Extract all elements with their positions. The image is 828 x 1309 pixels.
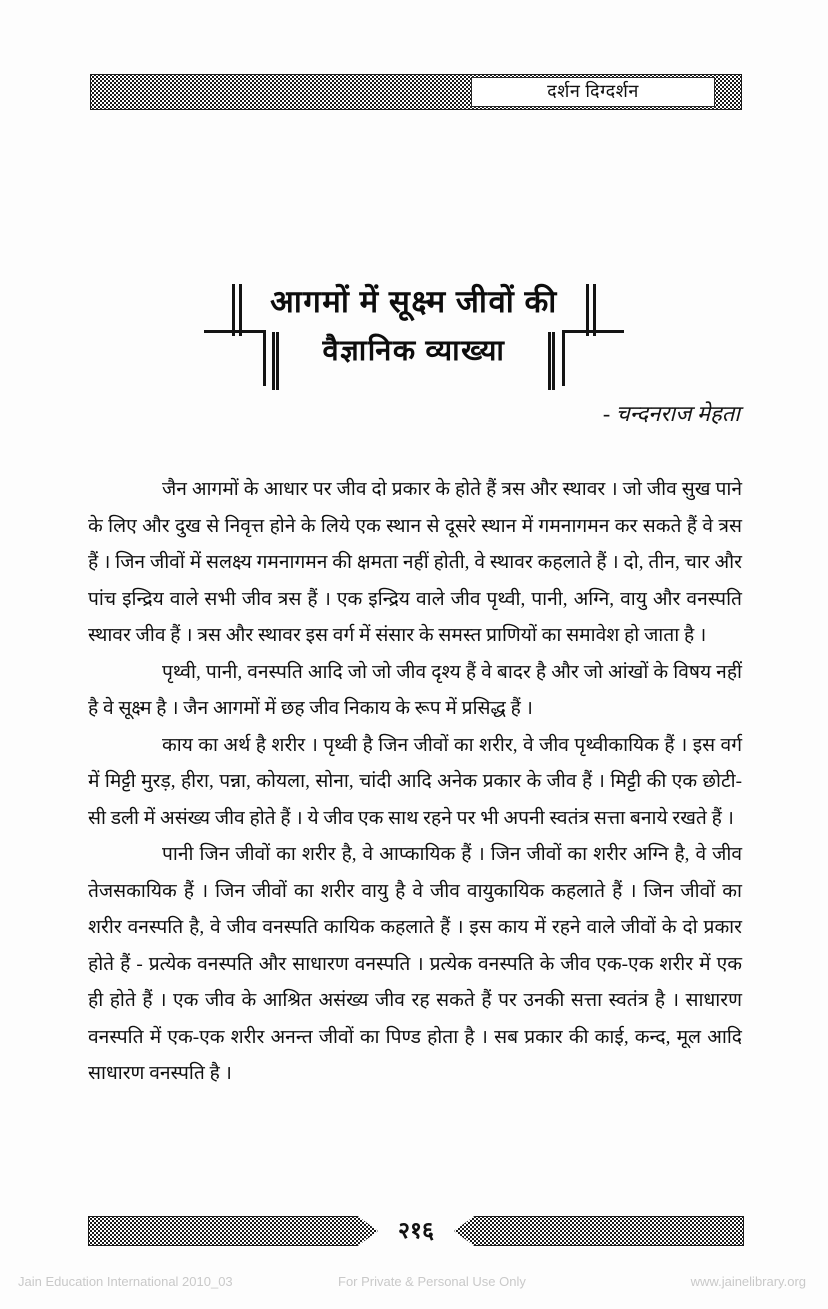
- credit-organization: Jain Education International 2010_03: [18, 1274, 233, 1289]
- author-byline: - चन्दनराज मेहता: [602, 401, 740, 426]
- body-paragraph: पृथ्वी, पानी, वनस्पति आदि जो जो जीव दृश्य हैं वे बादर है और जो आंखों के विषय नहीं है वे सूक्ष्म है । जैन आगमों में छह जीव निकाय के रूप में प्रसिद्ध हैं ।: [88, 661, 742, 719]
- credit-usage-notice: For Private & Personal Use Only: [338, 1274, 526, 1289]
- article-body: [88, 472, 742, 1093]
- page-title-line-1: आगमों में सूक्ष्म जीवों की: [270, 284, 558, 319]
- header-ornament-bar: [90, 74, 742, 110]
- running-title-box: [471, 77, 715, 107]
- body-paragraph: पानी जिन जीवों का शरीर है, वे आप्कायिक हैं । जिन जीवों का शरीर अग्नि है, वे जीव तेजसकायिक हैं । जिन जीवों का शरीर वायु है वे जीव वायुकायिक कहलाते हैं । जिन जीवों का शरीर वनस्पति है, वे जीव वनस्पति कायिक कहलाते हैं । इस काय में रहने वाले जीवों के दो प्रकार होते हैं - प्रत्येक वनस्पति और साधारण वनस्पति । प्रत्येक वनस्पति के जीव एक-एक शरीर में एक ही होते हैं । एक जीव के आश्रित असंख्य जीव रह सकते हैं पर उनकी सत्ता स्वतंत्र है । साधारण वनस्पति में एक-एक शरीर अनन्त जीवों का पिण्ड होता है । सब प्रकार की काई, कन्द, मूल आदि साधारण वनस्पति है ।: [88, 844, 742, 1084]
- body-paragraph: काय का अर्थ है शरीर । पृथ्वी है जिन जीवों का शरीर, वे जीव पृथ्वीकायिक हैं । इस वर्ग में मिट्टी मुरड़, हीरा, पन्ना, कोयला, सोना, चांदी आदि अनेक प्रकार के जीव हैं । मिट्टी की एक छोटी-सी डली में असंख्य जीव होते हैं । ये जीव एक साथ रहने पर भी अपनी स्वतंत्र सत्ता बनाये रखते हैं ।: [88, 734, 742, 829]
- article-title-block: [0, 280, 828, 390]
- page-title-line-2: वैज्ञानिक व्याख्या: [322, 335, 506, 367]
- page-number: २१६: [398, 1218, 434, 1243]
- body-paragraph: जैन आगमों के आधार पर जीव दो प्रकार के होते हैं त्रस और स्थावर । जो जीव सुख पाने के लिए और दुख से निवृत्त होने के लिये एक स्थान से दूसरे स्थान में गमनागमन कर सकते हैं वे त्रस हैं । जिन जीवों में सलक्ष्य गमनागमन की क्षमता नहीं होती, वे स्थावर कहलाते हैं । दो, तीन, चार और पांच इन्द्रिय वाले सभी जीव त्रस हैं । एक इन्द्रिय वाले जीव पृथ्वी, पानी, अग्नि, वायु और वनस्पति स्थावर जीव हैं । त्रस और स्थावर इस वर्ग में संसार के समस्त प्राणियों का समावेश हो जाता है ।: [88, 479, 742, 646]
- scan-credits: [0, 1274, 828, 1296]
- running-title-text: दर्शन दिग्दर्शन: [547, 81, 639, 101]
- footer-ornament-band: [88, 1216, 744, 1246]
- credit-website: www.jainelibrary.org: [690, 1274, 806, 1289]
